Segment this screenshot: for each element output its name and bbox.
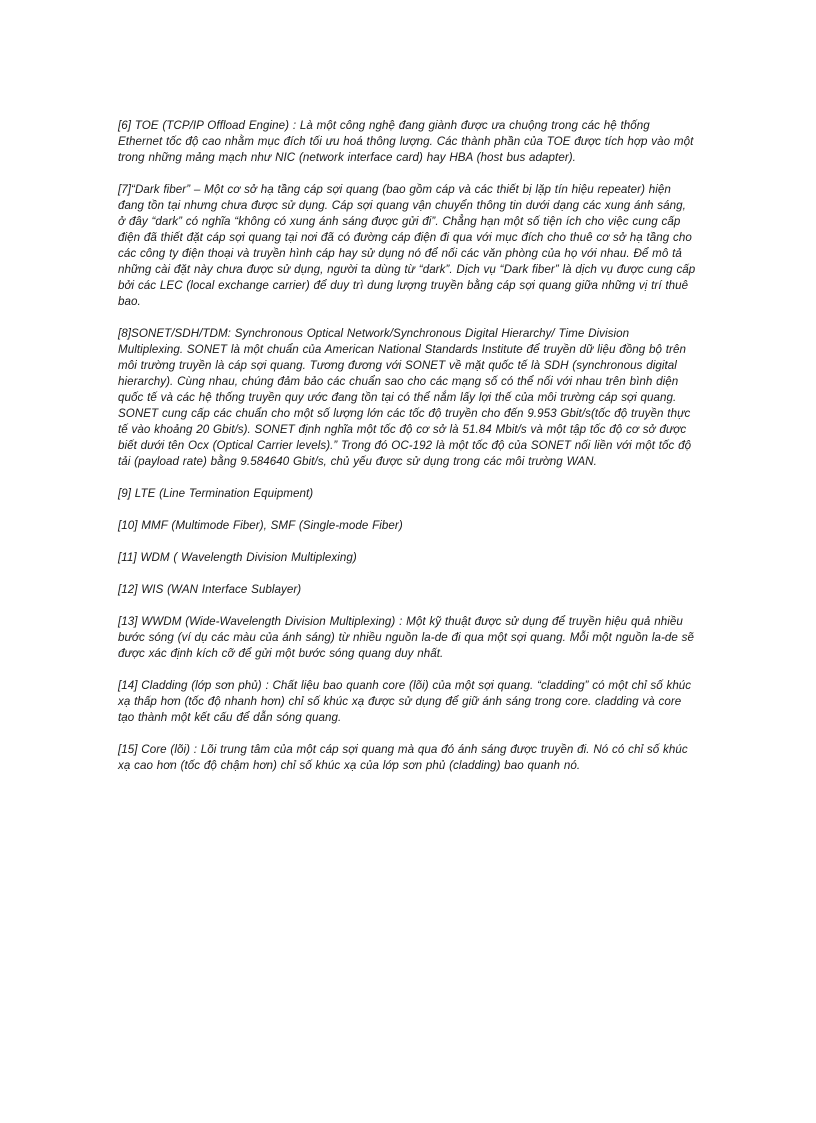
footnote-14-cladding: [14] Cladding (lớp sơn phủ) : Chất liệu bao quanh core (lõi) của một sợi quang. “cladding” có một chỉ số khúc xạ thấp hơn (tốc độ nhanh hơn) chỉ số khúc xạ được sử dụng để giữ ánh sáng trong core. cladding và core tạo thành một kết cấu để dẫn sóng quang.: [118, 679, 692, 724]
footnote-10-mmf-smf: [10] MMF (Multimode Fiber), SMF (Single-mode Fiber): [118, 519, 403, 532]
footnote-6-toe: [6] TOE (TCP/IP Offload Engine) : Là một công nghệ đang giành được ưa chuộng trong các hệ thống Ethernet tốc độ cao nhằm mục đích tối ưu hoá thông lượng. Các thành phần của TOE được tích hợp vào một trong những mảng mạch như NIC (network interface card) hay HBA (host bus adapter).: [118, 119, 694, 164]
footnote-15-core: [15] Core (lõi) : Lõi trung tâm của một cáp sợi quang mà qua đó ánh sáng được truyền đi. Nó có chỉ số khúc xạ cao hơn (tốc độ chậm hơn) chỉ số khúc xạ của lớp sơn phủ (cladding) bao quanh nó.: [118, 743, 688, 772]
footnote-7-dark-fiber: [7]“Dark fiber” – Một cơ sở hạ tầng cáp sợi quang (bao gồm cáp và các thiết bị lặp tín hiệu repeater) hiện đang tồn tại nhưng chưa được sử dụng. Cáp sợi quang vận chuyển thông tin dưới dạng các xung ánh sáng, ở đây “dark” có nghĩa “không có xung ánh sáng được gửi đi”. Chẳng hạn một số tiện ích cho việc cung cấp điện đã thiết đặt cáp sợi quang tại nơi đã có đường cáp điện đi qua với mục đích cho thuê cơ sở hạ tầng cho các công ty điện thoại và truyền hình cáp hay sử dụng nó để nối các văn phòng của họ với nhau. Để mô tả những cài đặt này chưa được sử dụng, người ta dùng từ “dark”. Dịch vụ “Dark fiber” là dịch vụ được cung cấp bởi các LEC (local exchange carrier) để duy trì dung lượng truyền bằng cáp sợi quang giữa những vị trí thuê bao.: [118, 183, 696, 308]
footnote-11-wdm: [11] WDM ( Wavelength Division Multiplexing): [118, 551, 357, 564]
footnote-8-sonet-sdh-tdm: [8]SONET/SDH/TDM: Synchronous Optical Network/Synchronous Digital Hierarchy/ Time Division Multiplexing. SONET là một chuẩn của American National Standards Institute để truyền dữ liệu đồng bộ trên môi trường truyền là cáp sợi quang. Tương đương với SONET về mặt quốc tế là SDH (synchronous digital hierarchy). Cùng nhau, chúng đảm bảo các chuẩn sao cho các mạng số có thể nối với nhau trên bình diện quốc tế và các hệ thống truyền quy ước đang tồn tại có thể nắm lấy lợi thế của môi trường cáp sợi quang. SONET cung cấp các chuẩn cho một số lượng lớn các tốc độ truyền cho đến 9.953 Gbit/s(tốc độ truyền thực tế vào khoảng 20 Gbit/s). SONET định nghĩa một tốc độ cơ sở là 51.84 Mbit/s và một tập tốc độ cơ sở được biết dưới tên Ocx (Optical Carrier levels).” Trong đó OC-192 là một tốc độ của SONET nối liền với một tốc độ tải (payload rate) bằng 9.584640 Gbit/s, chủ yếu được sử dụng trong các môi trường WAN.: [118, 327, 692, 468]
footnote-13-wwdm: [13] WWDM (Wide-Wavelength Division Multiplexing) : Một kỹ thuật được sử dụng để truyền hiệu quả nhiều bước sóng (ví dụ các màu của ánh sáng) từ nhiều nguồn la-de đi qua một sợi quang. Mỗi một nguồn la-de sẽ được xác định kích cỡ để gửi một bước sóng quang duy nhất.: [118, 615, 694, 660]
footnote-12-wis: [12] WIS (WAN Interface Sublayer): [118, 583, 302, 596]
document-page: [118, 118, 696, 790]
footnote-9-lte: [9] LTE (Line Termination Equipment): [118, 487, 314, 500]
